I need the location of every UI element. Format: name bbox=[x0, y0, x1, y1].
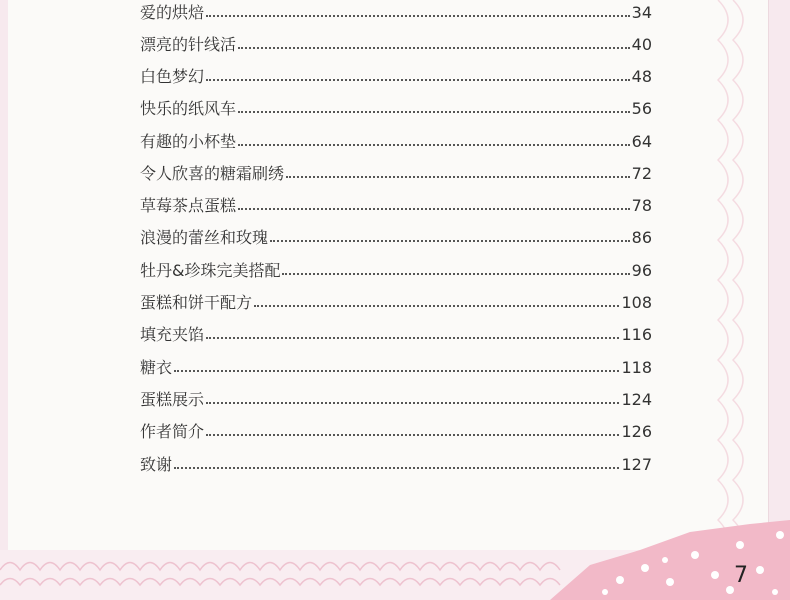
dot-leader bbox=[174, 466, 619, 469]
dot-leader bbox=[206, 14, 630, 17]
toc-entry bbox=[140, 64, 652, 86]
toc-entry bbox=[140, 96, 652, 118]
toc-entry bbox=[140, 322, 652, 344]
dot-leader bbox=[206, 78, 630, 81]
toc-entry bbox=[140, 32, 652, 54]
toc-entry-title: 草莓茶点蛋糕 bbox=[140, 196, 237, 215]
toc-entry-title: 令人欣喜的糖霜刷绣 bbox=[140, 164, 285, 183]
toc-entry-title: 白色梦幻 bbox=[140, 67, 205, 86]
page-number: 7 bbox=[734, 563, 748, 588]
toc-entry bbox=[140, 161, 652, 183]
toc-entry-title: 漂亮的针线活 bbox=[140, 35, 237, 54]
toc-entry-title: 填充夹馅 bbox=[140, 325, 205, 344]
toc-entry bbox=[140, 258, 652, 280]
toc-entry-page: 96 bbox=[631, 261, 652, 280]
dot-leader bbox=[238, 207, 630, 210]
dot-leader bbox=[206, 401, 619, 404]
toc-entry bbox=[140, 355, 652, 377]
toc-entry-page: 78 bbox=[631, 196, 652, 215]
toc-entry-title: 爱的烘焙 bbox=[140, 3, 205, 22]
toc-entry-page: 64 bbox=[631, 132, 652, 151]
toc-entry-title: 浪漫的蕾丝和玫瑰 bbox=[140, 228, 269, 247]
toc-entry-page: 118 bbox=[621, 358, 652, 377]
toc-entry-page: 48 bbox=[631, 67, 652, 86]
toc-entry-page: 108 bbox=[621, 293, 652, 312]
toc-entry-title: 蛋糕和饼干配方 bbox=[140, 293, 253, 312]
toc-entry bbox=[140, 129, 652, 151]
dot-leader bbox=[238, 110, 630, 113]
toc-entry-title: 糖衣 bbox=[140, 358, 173, 377]
toc-entry-title: 有趣的小杯垫 bbox=[140, 132, 237, 151]
toc-entry-title: 致谢 bbox=[140, 455, 173, 474]
toc-entry bbox=[140, 0, 652, 22]
dot-leader bbox=[254, 304, 619, 307]
dot-leader bbox=[174, 369, 619, 372]
toc-entry-title: 蛋糕展示 bbox=[140, 390, 205, 409]
dot-leader bbox=[206, 433, 619, 436]
toc-entry bbox=[140, 387, 652, 409]
toc-entry-page: 124 bbox=[621, 390, 652, 409]
toc-entry-page: 34 bbox=[631, 3, 652, 22]
toc-entry-title: 牡丹&珍珠完美搭配 bbox=[140, 261, 281, 280]
toc-entry bbox=[140, 193, 652, 215]
toc-entry bbox=[140, 225, 652, 247]
dot-leader bbox=[206, 336, 619, 339]
toc-entry bbox=[140, 290, 652, 312]
toc-entry-page: 116 bbox=[621, 325, 652, 344]
toc-entry bbox=[140, 452, 652, 474]
dot-leader bbox=[270, 239, 630, 242]
dot-leader bbox=[238, 46, 630, 49]
toc-entry-page: 86 bbox=[631, 228, 652, 247]
toc-entry-page: 126 bbox=[621, 422, 652, 441]
toc-entry-title: 作者简介 bbox=[140, 422, 205, 441]
dot-leader bbox=[238, 143, 630, 146]
toc-entry-title: 快乐的纸风车 bbox=[140, 99, 237, 118]
toc-entry-page: 127 bbox=[621, 455, 652, 474]
dot-leader bbox=[282, 272, 629, 275]
toc-entry bbox=[140, 419, 652, 441]
dot-leader bbox=[286, 175, 630, 178]
toc-entry-page: 72 bbox=[631, 164, 652, 183]
toc-entry-page: 40 bbox=[631, 35, 652, 54]
toc-entry-page: 56 bbox=[631, 99, 652, 118]
